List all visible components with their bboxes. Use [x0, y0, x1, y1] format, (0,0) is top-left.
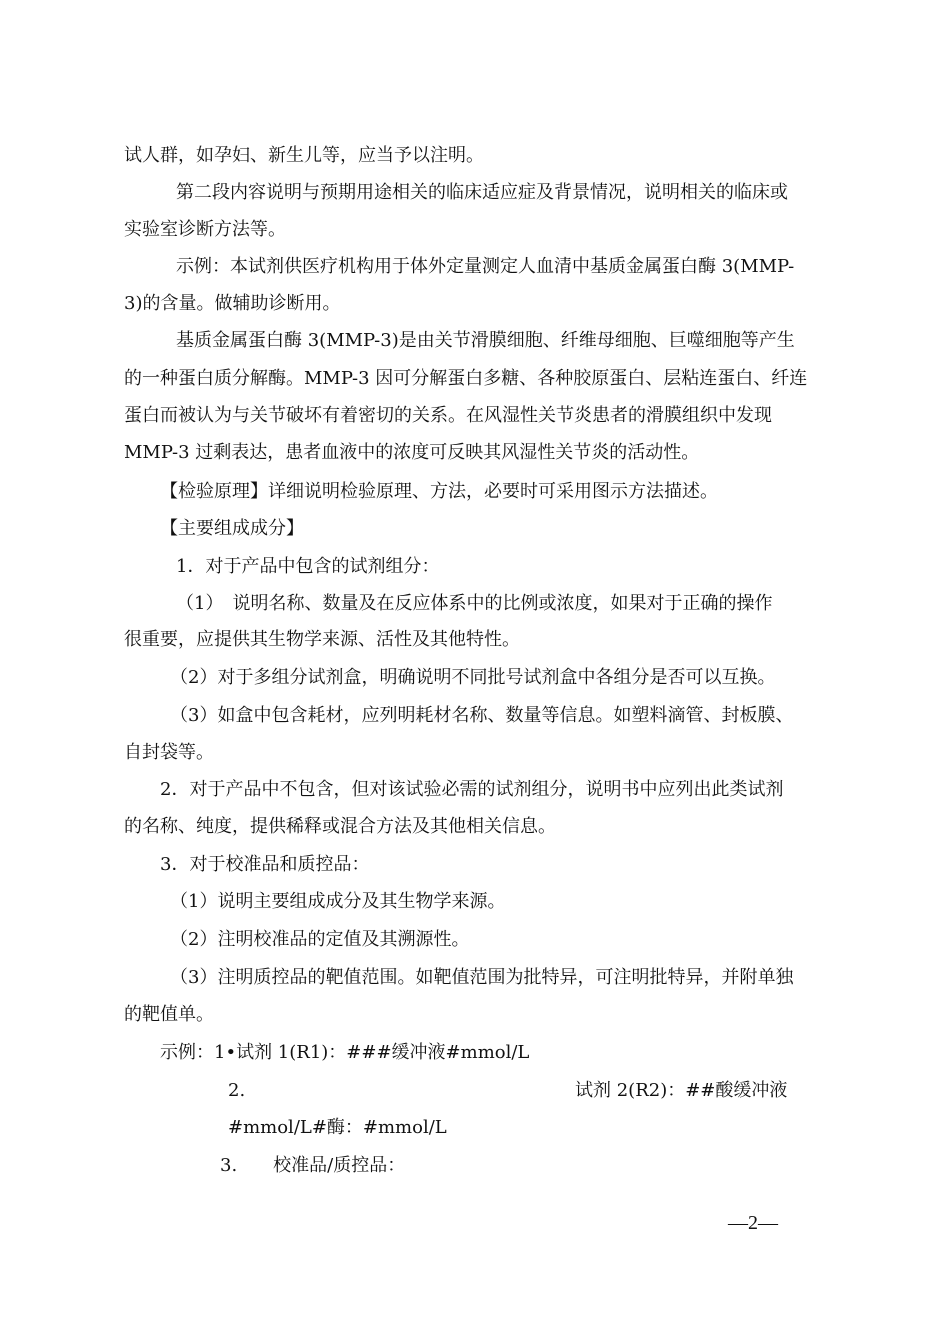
text-line: MMP-3 过剩表达，患者血液中的浓度可反映其风湿性关节炎的活动性。 [124, 442, 700, 463]
text-line: （2）对于多组分试剂盒，明确说明不同批号试剂盒中各组分是否可以互换。 [170, 667, 776, 688]
text-line: 实验室诊断方法等。 [124, 219, 286, 240]
text-line: 3)的含量。做辅助诊断用。 [124, 293, 341, 314]
text-line: 第二段内容说明与预期用途相关的临床适应症及背景情况，说明相关的临床或 [176, 182, 788, 203]
text-line: 示例：本试剂供医疗机构用于体外定量测定人血清中基质金属蛋白酶 3(MMP- [176, 256, 795, 277]
section-heading: 【主要组成成分】 [160, 518, 304, 539]
text-line: （1） 说明名称、数量及在反应体系中的比例或浓度，如果对于正确的操作 [176, 593, 773, 614]
text-line: （2）注明校准品的定值及其溯源性。 [170, 929, 470, 950]
text-line: 蛋白而被认为与关节破坏有着密切的关系。在风湿性关节炎患者的滑膜组织中发现 [124, 405, 772, 426]
text-line: （1）说明主要组成成分及其生物学来源。 [170, 891, 506, 912]
text-line: 基质金属蛋白酶 3(MMP-3)是由关节滑膜细胞、纤维母细胞、巨噬细胞等产生 [176, 330, 795, 351]
text-line: （3）注明质控品的靶值范围。如靶值范围为批特异，可注明批特异，并附单独 [170, 967, 794, 988]
text-line: 的靶值单。 [124, 1004, 214, 1025]
example-line: 试剂 2(R2)：##酸缓冲液 [575, 1080, 788, 1101]
text-line: 很重要，应提供其生物学来源、活性及其他特性。 [124, 629, 520, 650]
text-line: 1．对于产品中包含的试剂组分： [176, 556, 440, 577]
section-heading: 【检验原理】详细说明检验原理、方法，必要时可采用图示方法描述。 [160, 481, 718, 502]
example-line: 示例：1•试剂 1(R1)：###缓冲液#mmol/L [160, 1042, 530, 1063]
text-line: 自封袋等。 [124, 742, 214, 763]
example-line: 2. [228, 1080, 246, 1101]
example-line: 3. 校准品/质控品： [220, 1155, 406, 1176]
page-number: —2— [728, 1212, 778, 1234]
text-line: 的名称、纯度，提供稀释或混合方法及其他相关信息。 [124, 816, 556, 837]
text-line: 的一种蛋白质分解酶。MMP-3 因可分解蛋白多糖、各种胶原蛋白、层粘连蛋白、纤连 [124, 368, 808, 389]
text-line: （3）如盒中包含耗材，应列明耗材名称、数量等信息。如塑料滴管、封板膜、 [170, 705, 794, 726]
text-line: 2．对于产品中不包含，但对该试验必需的试剂组分，说明书中应列出此类试剂 [160, 779, 784, 800]
text-line: 试人群，如孕妇、新生儿等，应当予以注明。 [124, 145, 484, 166]
example-line: #mmol/L#酶：#mmol/L [228, 1117, 447, 1138]
text-line: 3．对于校准品和质控品： [160, 854, 370, 875]
